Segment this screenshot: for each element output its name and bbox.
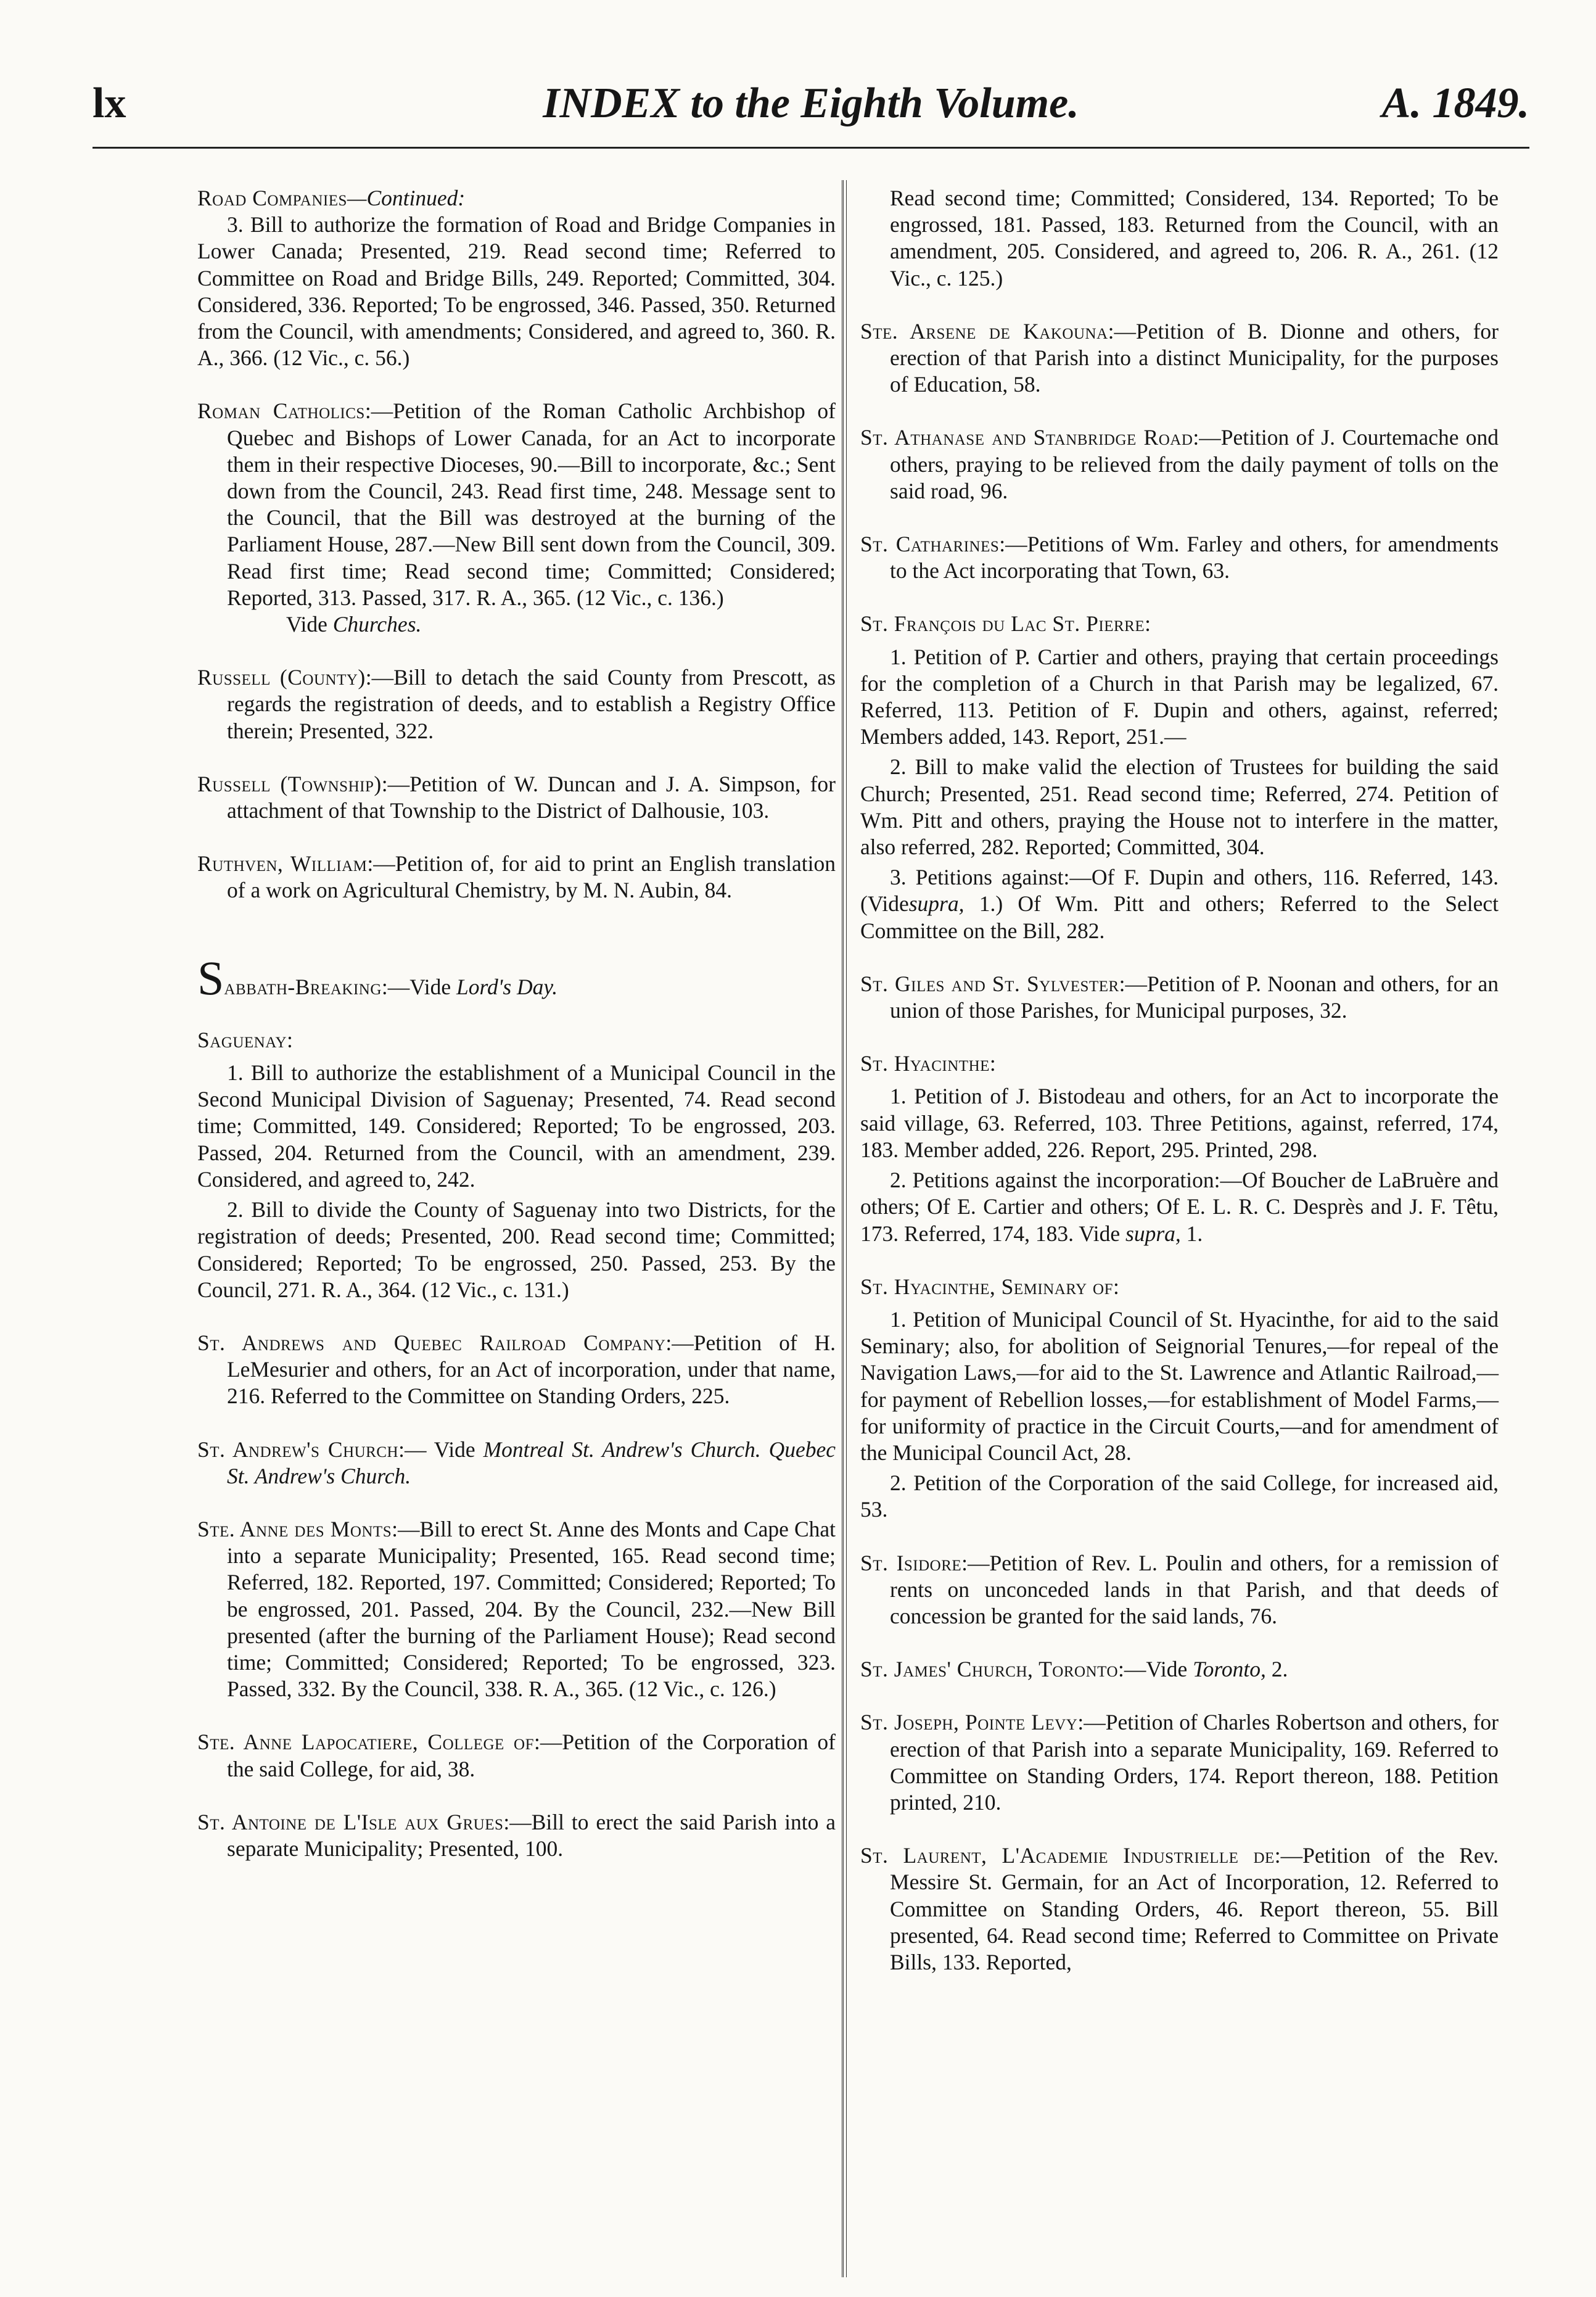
entry-st-laurent — [860, 1842, 1499, 1976]
entry-heading: Roman Catholics — [197, 398, 365, 424]
entry-road-companies — [197, 185, 836, 371]
entry-st-catharines — [860, 531, 1499, 584]
section-initial: S — [197, 951, 224, 1005]
entry-sabbath-breaking — [197, 951, 836, 1005]
entry-item-text: 3. Petitions against:—Of F. Dupin and others, 116. Referred, 143. (Vide — [860, 865, 1499, 917]
entry-st-giles — [860, 971, 1499, 1024]
entry-body: :—Bill to erect the said Parish into a separate Municipality; Presented, 100. — [227, 1809, 836, 1861]
entry-russell-county — [197, 664, 836, 744]
entry-heading: Saguenay: — [197, 1027, 294, 1052]
entry-heading: Ruthven, William — [197, 851, 368, 876]
entry-body: :—Petition of J. Courtemache ond others, praying to be relieved from the daily payment of tolls on the said road, 96. — [890, 425, 1499, 503]
entry-body: :—Petition of, for aid to print an English translation of a work on Agricultural Chemistry, by M. N. Aubin, 84. — [227, 851, 836, 903]
entry-heading: St. Catharines — [860, 532, 1000, 557]
entry-body: :—Petition of Rev. L. Poulin and others, for a remission of rents on unconceded lands in that Parish, and that deeds of concession be granted for the said lands, 76. — [890, 1550, 1499, 1628]
entry-body: :—Bill to detach the said County from Prescott, as regards the registration of deeds, and to establish a Registry Office therein; Presented, 322. — [227, 665, 836, 743]
entry-st-james — [860, 1656, 1499, 1683]
entry-ruthven — [197, 851, 836, 904]
entry-item: 2. Petition of the Corporation of the said College, for increased aid, 53. — [860, 1470, 1499, 1522]
entry-item — [860, 864, 1499, 944]
entry-body: :—Petition of the Corporation of the said College, for aid, 38. — [227, 1730, 836, 1781]
entry-body: :—Petition of the Rev. Messire St. Germain, for an Act of Incorporation, 12. Referred to Committee on Standing Orders, 46. Report thereon, 55. Bill presented, 64. Read second time; Referred to Committee on Private Bills, 133. Reported, — [890, 1843, 1499, 1974]
entry-ste-arsene — [860, 318, 1499, 398]
entry-item: 1. Petition of J. Bistodeau and others, for an Act to incorporate the said village, 63. Referred, 103. Three Petitions, against, referred, 174, 183. Member added, 226. Report, 295. Printed, 298. — [860, 1084, 1499, 1162]
entry-st-joseph — [860, 1709, 1499, 1816]
entry-heading: St. Isidore — [860, 1550, 962, 1575]
entry-heading: St. Antoine de L'Isle aux Grues — [197, 1809, 504, 1834]
entry-st-isidore — [860, 1550, 1499, 1630]
entry-st-antoine — [197, 1809, 836, 1862]
entry-body: :—Petitions of Wm. Farley and others, for amendments to the Act incorporating that Town, 63. — [890, 532, 1499, 584]
continued-label: —Continued: — [347, 186, 466, 210]
entry-heading: St. Andrews and Quebec Railroad Company — [197, 1330, 666, 1355]
right-column — [860, 185, 1499, 1976]
vide-reference: Churches. — [332, 612, 422, 637]
supra-label: supra, — [1125, 1221, 1181, 1246]
entry-item: 2. Bill to divide the County of Saguenay into two Districts, for the registration of deeds; Presented, 200. Read second time; Committed; Considered; Reported; To be engrossed, 250. Passed, 253. By the Council, 271. R. A., 364. (12 Vic., c. 131.) — [197, 1197, 836, 1302]
entry-item-text: 1.) Of Wm. Pitt and others; Referred to the Select Committee on the Bill, 282. — [860, 891, 1499, 943]
vide-reference: Toronto, — [1193, 1657, 1266, 1682]
entry-body: :—Vide — [381, 974, 451, 999]
entry-body: :—Petition of W. Duncan and J. A. Simpson, for attachment of that Township to the District of Dalhousie, 103. — [227, 771, 836, 823]
entry-st-andrews-railroad — [197, 1330, 836, 1410]
entry-item-text: 1. — [1186, 1221, 1203, 1246]
supra-label: supra, — [908, 891, 965, 917]
entry-heading: St. Joseph, Pointe Levy — [860, 1710, 1078, 1735]
entry-body-end: 2. — [1271, 1657, 1288, 1682]
entry-roman-catholics — [197, 398, 836, 638]
entry-heading: Ste. Anne des Monts — [197, 1516, 392, 1541]
entry-item: 2. Bill to make valid the election of Trustees for building the said Church; Presented, 251. Read second time; Referred, 274. Petition of Wm. Pitt and others, praying the House not to interfere in the matter, also referred, 282. Reported; Committed, 304. — [860, 754, 1499, 860]
entry-heading: Russell (Township) — [197, 771, 382, 796]
entry-heading: St. Laurent, L'Academie Industrielle de — [860, 1843, 1275, 1868]
entry-item-text: 2. Petitions against the incorporation:—Of Boucher de LaBruère and others; Of E. Cartier and others; Of E. L. R. C. Desprès and J. F. Têtu, 173. Referred, 174, 183. Vide — [860, 1168, 1499, 1246]
vide-reference: Montreal St. Andrew's Church. — [483, 1437, 761, 1462]
entry-body: :—Petition of B. Dionne and others, for erection of that Parish into a distinct Municipality, for the purposes of Education, 58. — [890, 318, 1499, 397]
entry-heading: St. Athanase and Stanbridge Road — [860, 425, 1193, 450]
column-divider — [842, 180, 847, 2277]
header-year: A. 1849. — [1381, 80, 1529, 127]
left-column — [197, 185, 836, 1862]
entry-body: :—Bill to erect St. Anne des Monts and Cape Chat into a separate Municipality; Presented, 165. Read second time; Referred, 182. Reported, 197. Committed; Considered; Reported; To be engrossed, 201. Passed, 204. By the Council, 232.—New Bill presented (after the burning of the Parliament House); Read second time; Committed; Considered; Reported; To be engrossed, 323. Passed, 332. By the Council, 338. R. A., 365. (12 Vic., c. 126.) — [227, 1516, 836, 1702]
entry-st-antoine-continued — [860, 185, 1499, 292]
entry-st-hyacinthe — [860, 1050, 1499, 1247]
entry-heading: St. James' Church, Toronto — [860, 1657, 1119, 1682]
entry-heading: Road Companies — [197, 186, 347, 210]
page-header — [93, 79, 1529, 141]
entry-heading: abbath-Breaking — [224, 974, 382, 999]
entry-russell-township — [197, 771, 836, 824]
entry-heading: St. Andrew's Church — [197, 1437, 399, 1462]
entry-st-andrews-church — [197, 1437, 836, 1490]
entry-body: :—Petition of H. LeMesurier and others, for an Act of incorporation, under that name, 216. Referred to the Committee on Standing Orders, 225. — [227, 1330, 836, 1409]
entry-body: :—Petition of P. Noonan and others, for an union of those Parishes, for Municipal purposes, 32. — [890, 971, 1499, 1023]
entry-body: :—Petition of the Roman Catholic Archbishop of Quebec and Bishops of Lower Canada, for an Act to incorporate them in their respective Dioceses, 90.—Bill to incorporate, &c.; Sent down from the Council, 243. Read first time, 248. Message sent to the Council, that the Bill was destroyed at the burning of the Parliament House, 287.—New Bill sent down from the Council, 309. Read first time; Read second time; Committed; Considered; Reported, 313. Passed, 317. R. A., 365. (12 Vic., c. 136.) — [227, 398, 836, 610]
entry-body: :—Petition of Charles Robertson and others, for erection of that Parish into a separate Municipality, 169. Referred to Committee on Standing Orders, 174. Report thereon, 188. Petition printed, 210. — [890, 1710, 1499, 1815]
entry-heading: Russell (County) — [197, 665, 366, 690]
vide-reference: Lord's Day. — [456, 974, 558, 999]
entry-ste-anne-lapocatiere — [197, 1729, 836, 1782]
page-folio: lx — [93, 80, 126, 127]
entry-item: 1. Bill to authorize the establishment of a Municipal Council in the Second Municipal Division of Saguenay; Presented, 74. Read second time; Committed, 149. Considered; Reported; To be engrossed, 203. Passed, 204. Returned from the Council, with an amendment, 239. Considered, and agreed to, 242. — [197, 1060, 836, 1192]
entry-heading: Ste. Anne Lapocatiere, College of — [197, 1730, 534, 1755]
running-title: INDEX to the Eighth Volume. — [543, 80, 1079, 127]
entry-st-hyacinthe-seminary — [860, 1274, 1499, 1524]
entry-heading: St. Hyacinthe, Seminary of: — [860, 1274, 1120, 1299]
header-rule — [93, 147, 1529, 149]
entry-heading: Ste. Arsene de Kakouna — [860, 318, 1108, 344]
entry-heading: St. François du Lac St. Pierre: — [860, 611, 1151, 637]
entry-ste-anne-des-monts — [197, 1516, 836, 1702]
vide-reference: Quebec St. Andrew's Church. — [227, 1437, 836, 1488]
entry-heading: St. Giles and St. Sylvester — [860, 971, 1119, 996]
entry-body: 3. Bill to authorize the formation of Road and Bridge Companies in Lower Canada; Presented, 219. Read second time; Referred to Committee on Road and Bridge Bills, 249. Reported; Committed, 304. Considered, 336. Reported; To be engrossed, 346. Passed, 350. Returned from the Council, with amendments; Considered, and agreed to, 360. R. A., 366. (12 Vic., c. 56.) — [197, 212, 836, 371]
entry-body: :—Vide — [1118, 1657, 1188, 1682]
entry-item — [860, 1167, 1499, 1247]
entry-item: 1. Petition of Municipal Council of St. Hyacinthe, for aid to the said Seminary; also, for abolition of Seignorial Tenures,—for repeal of the Navigation Laws,—for aid to the St. Lawrence and Atlantic Railroad,—for payment of Rebellion losses,—for establishment of Model Farms,—for uniformity of practice in the Circuit Courts,—and for amendment of the Municipal Council Act, 28. — [860, 1306, 1499, 1465]
entry-st-athanase — [860, 424, 1499, 505]
entry-body: :— Vide — [398, 1437, 475, 1462]
entry-heading: St. Hyacinthe: — [860, 1051, 997, 1076]
entry-body: Read second time; Committed; Considered, 134. Reported; To be engrossed, 181. Passed, 183. Returned from the Council, with an amendment, 205. Considered, and agreed to, 206. R. A., 261. (12 Vic., c. 125.) — [890, 186, 1499, 291]
entry-st-francois — [860, 611, 1499, 944]
vide-label: Vide — [286, 612, 327, 637]
entry-saguenay — [197, 1027, 836, 1303]
entry-item: 1. Petition of P. Cartier and others, praying that certain proceedings for the completion of a Church in that Parish may be legalized, 67. Referred, 113. Petition of F. Dupin and others, against, referred; Members added, 143. Report, 251.— — [860, 644, 1499, 749]
